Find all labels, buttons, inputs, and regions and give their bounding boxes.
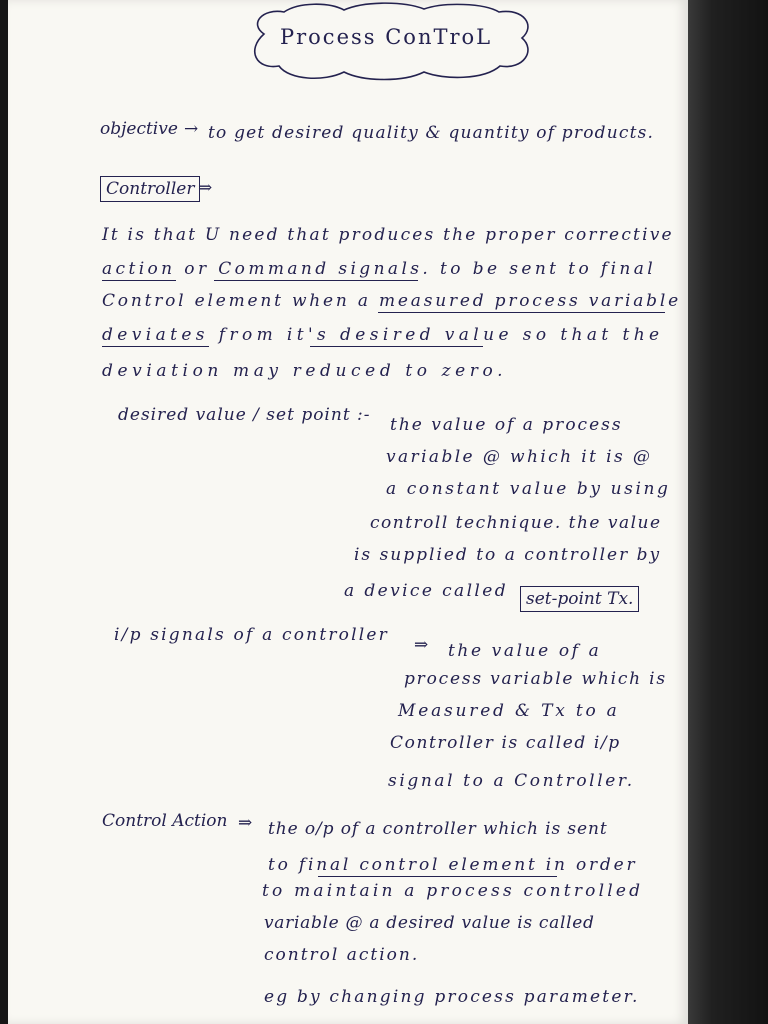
controller-arrow: ⇒ (198, 178, 213, 198)
objective-arrow: → (184, 119, 199, 139)
objective-label: objective (100, 119, 178, 139)
ip-signal-arrow: ⇒ (414, 635, 429, 655)
objective-text: to get desired quality & quantity of products. (208, 123, 655, 143)
ip-signal-line-2: process variable which is (404, 669, 667, 689)
controller-line-1: It is that U need that produces the proper corrective (102, 225, 674, 245)
underline-action (102, 258, 176, 281)
control-action-line-4: variable @ a desired value is called (264, 913, 595, 933)
controller-line-5: deviation may reduced to zero. (102, 361, 508, 381)
notebook-binding-edge (688, 0, 768, 1024)
controller-line-3: Control element when a measured process variable (102, 291, 681, 311)
control-action-label: Control Action (102, 811, 228, 831)
ip-signal-label: i/p signals of a controller (114, 625, 389, 645)
set-point-line-3: a constant value by using (386, 479, 671, 499)
control-action-example: eg by changing process parameter. (264, 987, 640, 1007)
set-point-line-1: the value of a process (390, 415, 623, 435)
set-point-line-4: controll technique. the value (370, 513, 662, 533)
underline-command-signals (214, 258, 418, 281)
set-point-tx-box: set-point Tx. (520, 586, 639, 612)
controller-line-2: action or Command signals. to be sent to final (102, 259, 657, 279)
control-action-line-3: to maintain a process controlled (262, 881, 644, 901)
ip-signal-line-1: the value of a (448, 641, 602, 661)
ip-signal-line-5: signal to a Controller. (388, 771, 635, 791)
set-point-line-5: is supplied to a controller by (354, 545, 662, 565)
ip-signal-line-4: Controller is called i/p (390, 733, 621, 753)
controller-heading: Controller (100, 176, 200, 202)
set-point-line-2: variable @ which it is @ (386, 447, 653, 467)
page-title: Process ConTroL (280, 25, 493, 49)
paper-sheet (8, 0, 688, 1024)
control-action-line-1: the o/p of a controller which is sent (268, 819, 608, 839)
controller-line-4: deviates from it's desired value so that the (102, 325, 664, 345)
set-point-label: desired value / set point :- (118, 405, 371, 425)
underline-measured-process-variable (378, 290, 665, 313)
underline-deviates (102, 324, 209, 347)
control-action-arrow: ⇒ (238, 813, 253, 833)
underline-desired-value (310, 324, 483, 347)
ip-signal-line-3: Measured & Tx to a (398, 701, 620, 721)
set-point-line-6: a device called (344, 581, 508, 601)
control-action-line-2: to final control element in order (268, 855, 638, 875)
underline-final-control-element (318, 854, 557, 877)
control-action-line-5: control action. (264, 945, 420, 965)
